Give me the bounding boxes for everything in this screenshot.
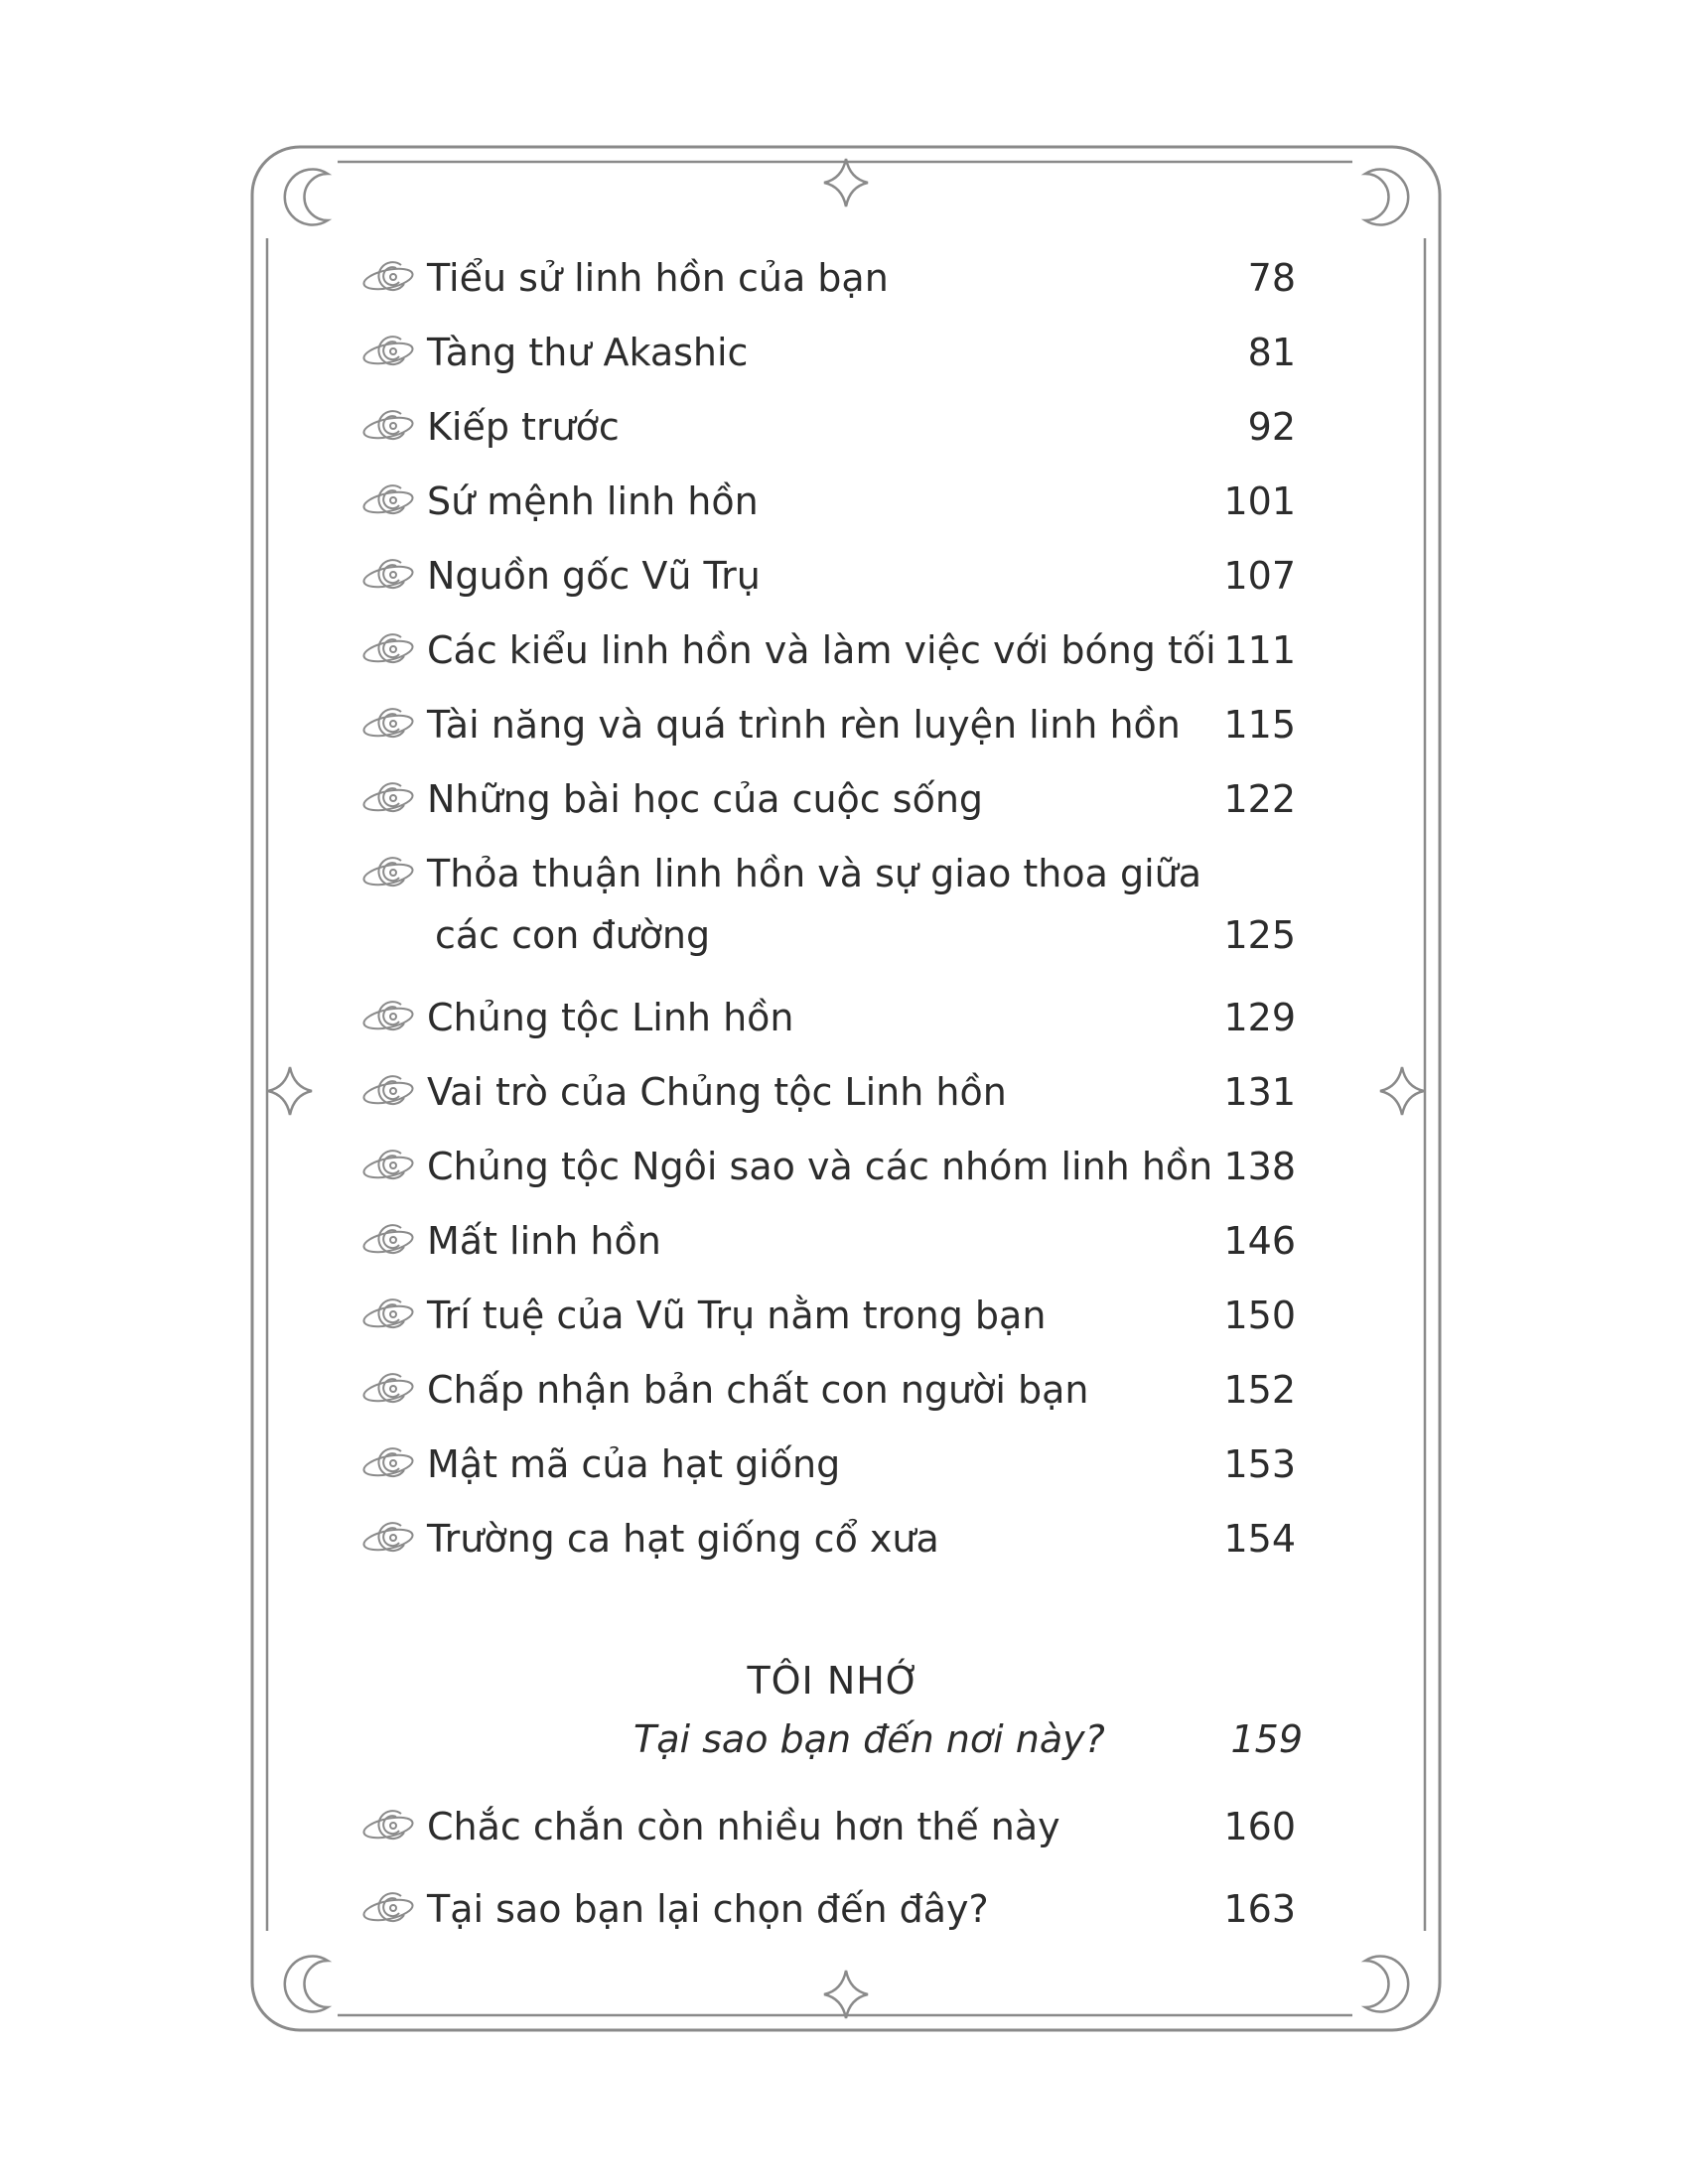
toc-page-number: 138: [1223, 1145, 1296, 1188]
toc-entry-title: Tiểu sử linh hồn của bạn: [427, 256, 889, 300]
toc-entry-title: Kiếp trước: [427, 405, 620, 449]
toc-entry-title: Chắc chắn còn nhiều hơn thế này: [427, 1805, 1060, 1848]
section-subtitle: Tại sao bạn đến nơi này?: [633, 1717, 1105, 1761]
toc-page-number: 101: [1223, 479, 1296, 523]
toc-entry-title: Thỏa thuận linh hồn và sự giao thoa giữa: [427, 852, 1202, 895]
planet-ring-icon: [357, 1294, 415, 1337]
crescent-moon-icon: [285, 1957, 328, 2012]
toc-page-number: 125: [1223, 913, 1296, 957]
planet-ring-icon: [357, 1887, 415, 1931]
toc-entry-title: Tại sao bạn lại chọn đến đây?: [427, 1887, 989, 1931]
toc-entry-title: Mất linh hồn: [427, 1219, 661, 1263]
toc-page-number: 131: [1223, 1070, 1296, 1114]
toc-entry[interactable]: [357, 323, 1296, 382]
planet-ring-icon: [357, 1368, 415, 1412]
toc-entry[interactable]: [357, 1062, 1296, 1122]
section-page-number: 159: [1230, 1717, 1303, 1761]
four-point-star-icon: [824, 1971, 868, 2018]
planet-ring-icon: [357, 256, 415, 300]
planet-ring-icon: [357, 1219, 415, 1263]
toc-entry-title: Chủng tộc Linh hồn: [427, 996, 794, 1039]
crescent-moon-icon: [285, 170, 328, 225]
planet-ring-icon: [357, 1145, 415, 1188]
toc-entry[interactable]: [357, 472, 1296, 531]
four-point-star-icon: [1380, 1067, 1424, 1115]
toc-entry-title: Vai trò của Chủng tộc Linh hồn: [427, 1070, 1007, 1114]
toc-page-number: 78: [1247, 256, 1296, 300]
crescent-moon-icon: [1365, 1957, 1408, 2012]
toc-entry-title: Sứ mệnh linh hồn: [427, 479, 759, 523]
toc-entry[interactable]: [357, 695, 1296, 754]
toc-entry[interactable]: [357, 769, 1296, 829]
toc-entry[interactable]: [357, 1879, 1296, 1939]
toc-page-number: 111: [1223, 628, 1296, 672]
toc-entry[interactable]: [357, 1286, 1296, 1345]
toc-entry-title: Tàng thư Akashic: [427, 331, 749, 374]
toc-page-number: 81: [1247, 331, 1296, 374]
toc-page-number: 107: [1223, 554, 1296, 598]
toc-entry-title: Các kiểu linh hồn và làm việc với bóng tối: [427, 628, 1216, 672]
toc-entry[interactable]: [357, 1137, 1296, 1196]
planet-ring-icon: [357, 1805, 415, 1848]
toc-entry-title: Chủng tộc Ngôi sao và các nhóm linh hồn: [427, 1145, 1213, 1188]
planet-ring-icon: [357, 996, 415, 1039]
planet-ring-icon: [357, 405, 415, 449]
toc-entry[interactable]: [357, 546, 1296, 606]
section-subtitle-row[interactable]: [596, 1709, 1303, 1769]
toc-entry-title: Trường ca hạt giống cổ xưa: [427, 1517, 939, 1561]
toc-page-number: 122: [1223, 777, 1296, 821]
toc-entry-title: Nguồn gốc Vũ Trụ: [427, 554, 761, 598]
toc-entry[interactable]: [357, 1509, 1296, 1569]
toc-entry-title-continued: các con đường: [435, 913, 711, 957]
toc-entry-title: Mật mã của hạt giống: [427, 1442, 841, 1486]
toc-page-number: 92: [1247, 405, 1296, 449]
toc-page-number: 153: [1223, 1442, 1296, 1486]
toc-entry[interactable]: [357, 988, 1296, 1047]
toc-page-number: 115: [1223, 703, 1296, 747]
toc-entry-title: Những bài học của cuộc sống: [427, 777, 984, 821]
toc-entry[interactable]: [357, 1360, 1296, 1420]
toc-page-number: 152: [1223, 1368, 1296, 1412]
four-point-star-icon: [268, 1067, 312, 1115]
toc-entry[interactable]: [357, 1211, 1296, 1271]
toc-entry-title: Chấp nhận bản chất con người bạn: [427, 1368, 1089, 1412]
toc-entry[interactable]: [357, 1434, 1296, 1494]
toc-entry[interactable]: [357, 397, 1296, 457]
toc-entry-title: Tài năng và quá trình rèn luyện linh hồn: [427, 703, 1181, 747]
toc-page-number: 129: [1223, 996, 1296, 1039]
section-heading: TÔI NHỚ: [747, 1659, 921, 1703]
toc-entry[interactable]: [357, 1797, 1296, 1856]
toc-page-number: 146: [1223, 1219, 1296, 1263]
planet-ring-icon: [357, 703, 415, 747]
crescent-moon-icon: [1365, 170, 1408, 225]
planet-ring-icon: [357, 554, 415, 598]
planet-ring-icon: [357, 479, 415, 523]
toc-entry[interactable]: [357, 248, 1296, 308]
planet-ring-icon: [357, 777, 415, 821]
planet-ring-icon: [357, 628, 415, 672]
toc-entry[interactable]: [357, 844, 1296, 973]
planet-ring-icon: [357, 1070, 415, 1114]
planet-ring-icon: [357, 1517, 415, 1561]
four-point-star-icon: [824, 159, 868, 206]
planet-ring-icon: [357, 331, 415, 374]
toc-page-number: 163: [1223, 1887, 1296, 1931]
toc-entry-title: Trí tuệ của Vũ Trụ nằm trong bạn: [427, 1294, 1047, 1337]
planet-ring-icon: [357, 1442, 415, 1486]
toc-page-number: 160: [1223, 1805, 1296, 1848]
toc-entry[interactable]: [357, 620, 1296, 680]
toc-page-number: 150: [1223, 1294, 1296, 1337]
toc-page-number: 154: [1223, 1517, 1296, 1561]
planet-ring-icon: [357, 852, 415, 895]
